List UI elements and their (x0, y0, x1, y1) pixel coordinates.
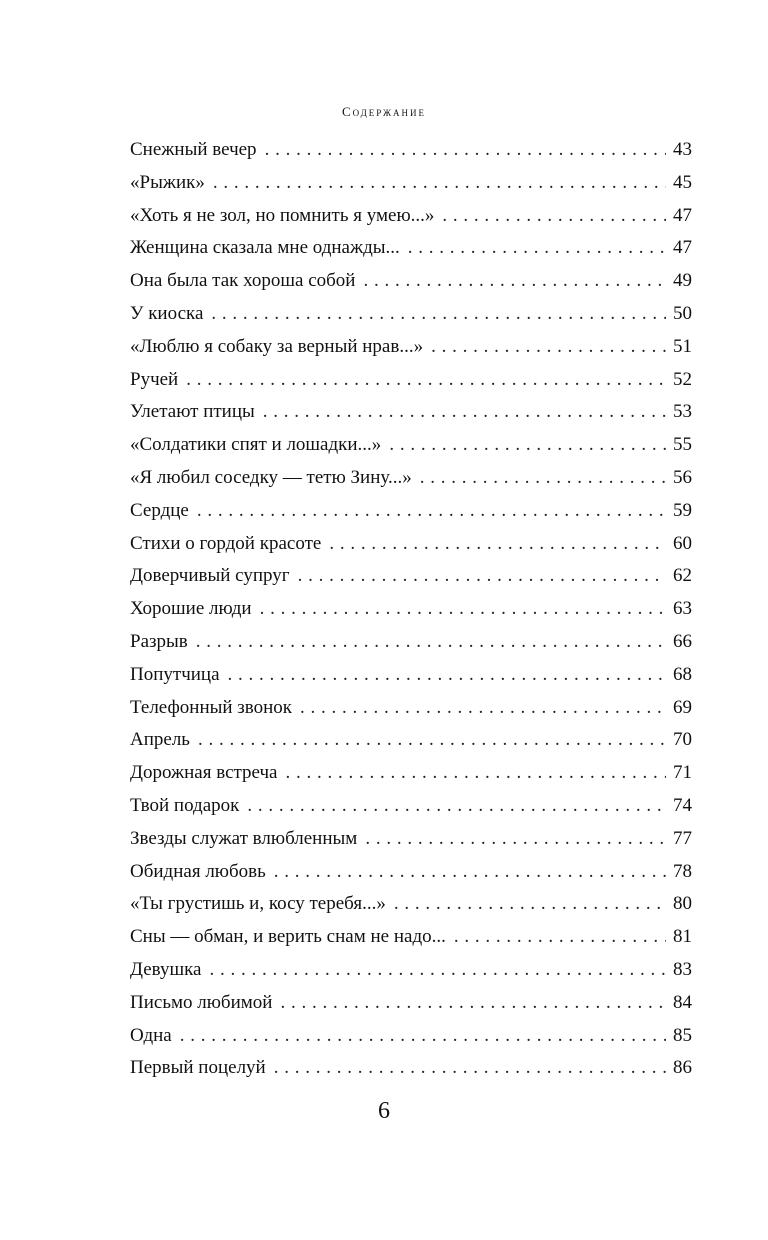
toc-entry-page: 50 (673, 302, 692, 324)
toc-entry-page: 43 (673, 139, 692, 160)
toc-entry-title: Сердце (130, 499, 189, 521)
toc-entry (130, 528, 692, 561)
toc-entry-title: Первый поцелуй (130, 1057, 266, 1079)
toc-entry (130, 167, 692, 200)
toc-entry (130, 1020, 692, 1053)
toc-entry-page: 86 (673, 1057, 692, 1079)
dot-leader (420, 462, 666, 495)
toc-entry-page: 74 (673, 794, 692, 816)
dot-leader (285, 757, 666, 790)
toc-entry-page: 84 (673, 991, 692, 1013)
dot-leader (431, 331, 666, 364)
toc-entry-title: «Солдатики спят и лошадки...» (130, 434, 382, 456)
dot-leader (196, 626, 666, 659)
toc-entry (130, 888, 692, 921)
toc-entry (130, 757, 692, 790)
toc-entry-title: «Люблю я собаку за верный нрав...» (130, 335, 424, 357)
toc-entry-page: 47 (673, 237, 692, 259)
dot-leader (408, 232, 666, 265)
toc-entry-page: 63 (673, 598, 692, 620)
toc-entry-title: Стихи о гордой красоте (130, 532, 322, 554)
toc-entry-page: 71 (673, 762, 692, 784)
toc-entry (130, 265, 692, 298)
toc-entry-title: Снежный вечер (130, 139, 257, 160)
toc-entry-title: Звезды служат влюбленным (130, 827, 358, 849)
toc-entry-title: Дорожная встреча (130, 762, 278, 784)
dot-leader (247, 790, 666, 823)
toc-entry (130, 298, 692, 331)
toc-entry-title: Одна (130, 1024, 172, 1046)
toc-entry-title: Телефонный звонок (130, 696, 293, 718)
toc-entry-page: 69 (673, 696, 692, 718)
table-of-contents (130, 134, 692, 1085)
toc-entry (130, 495, 692, 528)
toc-entry-title: «Хоть я не зол, но помнить я умею...» (130, 204, 435, 226)
dot-leader (209, 954, 666, 987)
toc-entry-title: Апрель (130, 729, 190, 751)
dot-leader (213, 167, 666, 200)
toc-entry-title: Твой подарок (130, 794, 240, 816)
toc-entry-title: «Рыжик» (130, 171, 205, 193)
toc-entry-title: У киоска (130, 302, 204, 324)
toc-entry-page: 70 (673, 729, 692, 751)
toc-entry-title: Письмо любимой (130, 991, 273, 1013)
dot-leader (198, 724, 666, 757)
dot-leader (298, 560, 666, 593)
dot-leader (280, 987, 666, 1020)
dot-leader (329, 528, 666, 561)
toc-entry (130, 987, 692, 1020)
dot-leader (260, 593, 666, 626)
toc-entry-page: 60 (673, 532, 692, 554)
dot-leader (300, 692, 666, 725)
toc-entry (130, 462, 692, 495)
toc-entry-page: 52 (673, 368, 692, 390)
dot-leader (394, 888, 666, 921)
toc-entry (130, 1052, 692, 1085)
toc-entry-page: 77 (673, 827, 692, 849)
toc-entry (130, 593, 692, 626)
dot-leader (442, 200, 666, 233)
toc-entry-title: Обидная любовь (130, 860, 266, 882)
toc-entry (130, 921, 692, 954)
toc-entry-page: 66 (673, 630, 692, 652)
running-header: Содержание (341, 104, 427, 119)
toc-entry-page: 59 (673, 499, 692, 521)
toc-entry (130, 200, 692, 233)
toc-entry-title: «Ты грустишь и, косу теребя...» (130, 893, 386, 915)
dot-leader (180, 1020, 666, 1053)
toc-entry (130, 790, 692, 823)
page-number: 6 (378, 1098, 390, 1124)
dot-leader (274, 1052, 666, 1085)
toc-entry-page: 78 (673, 860, 692, 882)
toc-entry (130, 429, 692, 462)
toc-entry-title: Женщина сказала мне однажды... (130, 237, 400, 259)
toc-entry (130, 331, 692, 364)
dot-leader (363, 265, 666, 298)
toc-entry-page: 83 (673, 958, 692, 980)
toc-entry-title: Попутчица (130, 663, 220, 685)
toc-entry (130, 134, 692, 167)
toc-entry-page: 49 (673, 270, 692, 292)
toc-entry-title: Улетают птицы (130, 401, 255, 423)
dot-leader (263, 396, 666, 429)
toc-entry-title: Ручей (130, 368, 179, 390)
dot-leader (389, 429, 666, 462)
dot-leader (365, 823, 666, 856)
toc-entry-page: 85 (673, 1024, 692, 1046)
toc-entry-page: 45 (673, 171, 692, 193)
toc-entry (130, 659, 692, 692)
toc-entry-page: 55 (673, 434, 692, 456)
dot-leader (265, 134, 666, 167)
toc-entry (130, 823, 692, 856)
toc-entry-title: Хорошие люди (130, 598, 252, 620)
dot-leader (454, 921, 666, 954)
dot-leader (228, 659, 666, 692)
toc-entry (130, 692, 692, 725)
toc-entry (130, 626, 692, 659)
dot-leader (211, 298, 666, 331)
toc-entry-page: 62 (673, 565, 692, 587)
toc-entry-page: 51 (673, 335, 692, 357)
toc-entry (130, 232, 692, 265)
toc-entry (130, 724, 692, 757)
toc-entry-title: Девушка (130, 958, 202, 980)
dot-leader (197, 495, 666, 528)
dot-leader (186, 364, 666, 397)
toc-entry-page: 47 (673, 204, 692, 226)
dot-leader (274, 856, 666, 889)
toc-entry-title: Она была так хороша собой (130, 270, 356, 292)
toc-entry (130, 560, 692, 593)
toc-entry (130, 396, 692, 429)
toc-entry (130, 364, 692, 397)
toc-entry-title: «Я любил соседку — тетю Зину...» (130, 466, 412, 488)
toc-entry (130, 954, 692, 987)
toc-entry-title: Доверчивый супруг (130, 565, 290, 587)
toc-entry-page: 80 (673, 893, 692, 915)
toc-entry-page: 53 (673, 401, 692, 423)
toc-entry-title: Разрыв (130, 630, 188, 652)
toc-entry-title: Сны — обман, и верить снам не надо... (130, 926, 446, 948)
toc-entry-page: 56 (673, 466, 692, 488)
toc-entry (130, 856, 692, 889)
toc-entry-page: 68 (673, 663, 692, 685)
toc-entry-page: 81 (673, 926, 692, 948)
